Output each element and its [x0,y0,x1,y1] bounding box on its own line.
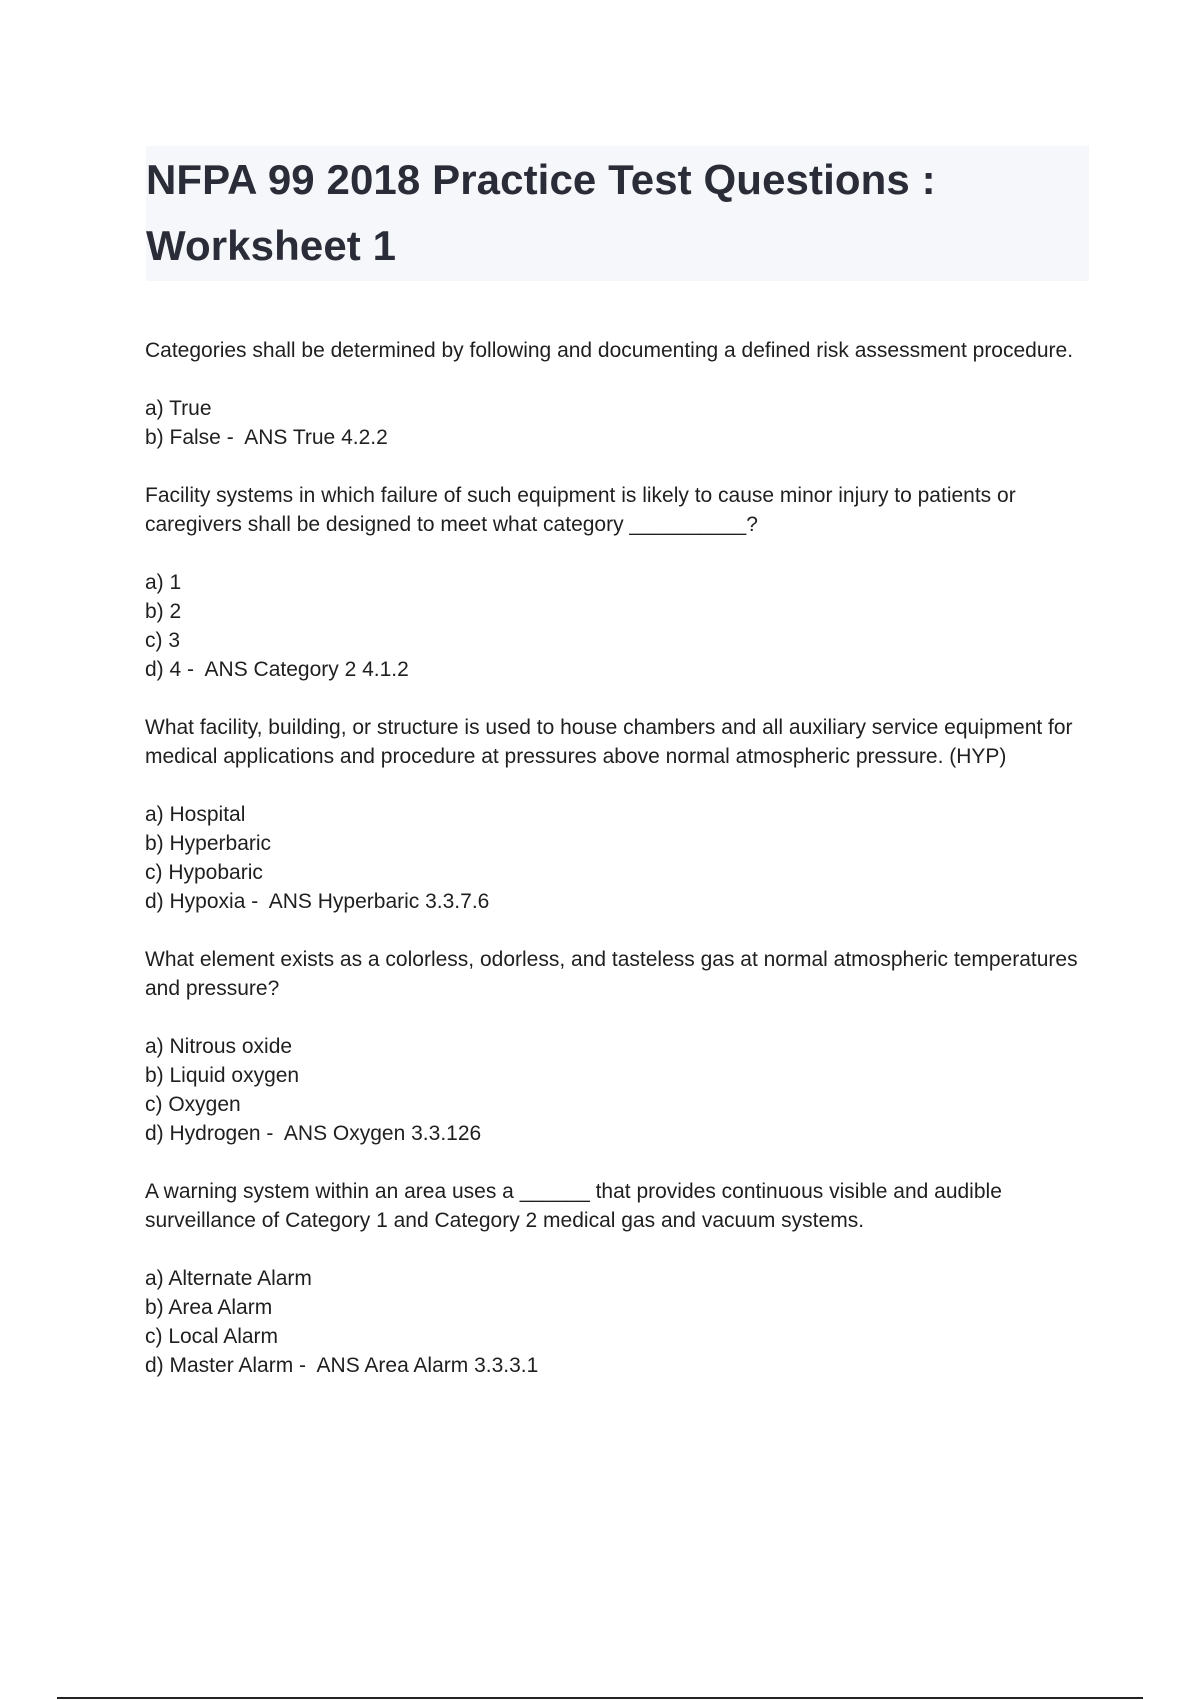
question-text: What element exists as a colorless, odorless, and tasteless gas at normal atmospheric temperatures and pressure? [145,948,1078,1000]
option-text: d) Hydrogen [145,1122,261,1145]
option-list [145,1264,1085,1380]
option-item [145,655,1085,684]
option-text: b) False [145,426,221,449]
page-title: NFPA 99 2018 Practice Test Questions : Worksheet 1 [146,156,936,269]
option-item [145,1293,1085,1322]
option-text: d) 4 [145,658,182,681]
answer-text: - ANS True 4.2.2 [220,426,388,449]
option-text: b) Area Alarm [145,1296,273,1319]
option-list [145,800,1085,916]
question-item [145,1177,1085,1380]
option-text: d) Hypoxia [145,890,246,913]
option-text: a) Hospital [145,803,246,826]
question-text: A warning system within an area uses a ______ that provides continuous visible and audible surveillance of Category 1 and Category 2 medical gas and vacuum systems. [145,1180,1002,1232]
option-text: b) 2 [145,600,182,623]
option-item [145,858,1085,887]
option-text: b) Liquid oxygen [145,1064,300,1087]
option-list [145,1032,1085,1148]
title-banner [146,146,1089,281]
option-item [145,394,1085,423]
answer-text: - ANS Oxygen 3.3.126 [260,1122,482,1145]
footer-divider [57,1697,1143,1699]
option-item [145,1061,1085,1090]
option-item [145,1351,1085,1380]
option-item [145,829,1085,858]
option-text: a) 1 [145,571,182,594]
option-list [145,394,1085,452]
option-list [145,568,1085,684]
option-text: d) Master Alarm [145,1354,294,1377]
option-text: a) Alternate Alarm [145,1267,312,1290]
option-text: c) Oxygen [145,1093,241,1116]
option-item [145,626,1085,655]
question-text: What facility, building, or structure is used to house chambers and all auxiliary service equipment for medical applications and procedure at pressures above normal atmospheric pressure. (HYP) [145,716,1073,768]
question-text: Facility systems in which failure of such equipment is likely to cause minor injury to patients or caregivers shall be designed to meet what category __________? [145,484,1016,536]
option-item [145,887,1085,916]
question-item [145,713,1085,916]
option-text: c) Local Alarm [145,1325,279,1348]
option-text: a) Nitrous oxide [145,1035,293,1058]
answer-text: - ANS Category 2 4.1.2 [181,658,409,681]
option-text: b) Hyperbaric [145,832,272,855]
option-item [145,1264,1085,1293]
option-text: a) True [145,397,212,420]
option-text: c) Hypobaric [145,861,263,884]
question-item [145,481,1085,684]
question-text: Categories shall be determined by following and documenting a defined risk assessment procedure. [145,339,1074,362]
option-item [145,800,1085,829]
option-item [145,597,1085,626]
option-item [145,568,1085,597]
question-list [145,336,1085,1409]
answer-text: - ANS Hyperbaric 3.3.7.6 [245,890,490,913]
question-item [145,945,1085,1148]
answer-text: - ANS Area Alarm 3.3.3.1 [293,1354,539,1377]
question-item [145,336,1085,452]
option-item [145,1322,1085,1351]
option-item [145,1090,1085,1119]
option-item [145,1119,1085,1148]
option-item [145,1032,1085,1061]
option-text: c) 3 [145,629,181,652]
option-item [145,423,1085,452]
